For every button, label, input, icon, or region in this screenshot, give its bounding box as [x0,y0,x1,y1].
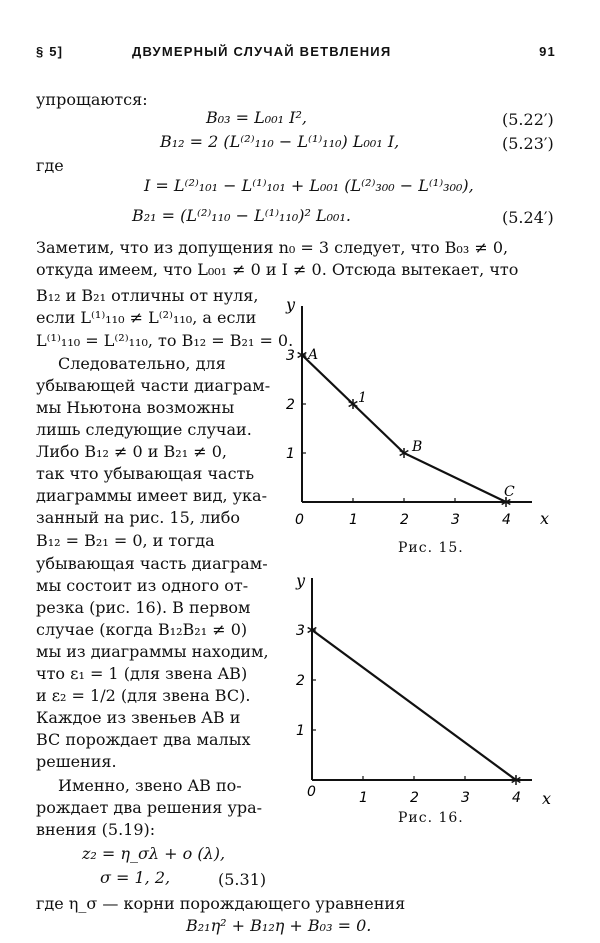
x-tick-label: 4 [512,790,521,806]
figure-16 [280,568,570,808]
origin-label: 0 [295,512,304,528]
text-line: убывающей части диаграм- [36,376,271,395]
y-tick-label: 2 [286,397,295,413]
x-tick-label: 4 [502,512,511,528]
text-line: лишь следующие случаи. [36,420,252,439]
text-line: Каждое из звеньев AB и [36,708,241,727]
equation-sigma: σ = 1, 2, [100,868,171,887]
equation-z2: z₂ = η_σλ + o (λ), [82,844,226,863]
x-axis-label: x [540,509,550,528]
page-title: ДВУМЕРНЫЙ СЛУЧАЙ ВЕТВЛЕНИЯ [132,44,392,59]
x-tick-label: 3 [461,790,470,806]
x-tick-label: 1 [349,512,358,528]
figure-15 [280,290,570,540]
text-line: убывающая часть диаграм- [36,554,268,573]
equation-number: (5.22′) [502,110,554,129]
text-line: мы состоит из одного от- [36,576,249,595]
y-tick-label: 3 [296,623,305,639]
text-line: резка (рис. 16). В первом [36,598,251,617]
vertex-label: A [308,347,319,363]
figure-15-caption: Рис. 15. [398,540,464,556]
text-line: упрощаются: [36,90,148,109]
x-tick-label: 3 [451,512,460,528]
x-tick-label: 1 [359,790,368,806]
text-line: Заметим, что из допущения n₀ = 3 следует, что B₀₃ ≠ 0, [36,238,509,257]
section-ref: § 5] [36,44,64,59]
x-axis-label: x [542,789,552,808]
equation-number: (5.24′) [502,208,554,227]
y-tick-label: 2 [296,673,305,689]
equation-5-32: B₂₁η² + B₁₂η + B₀₃ = 0. [186,916,372,935]
text-line: занный на рис. 15, либо [36,508,241,527]
y-axis-label: y [286,295,296,314]
text-line: решения. [36,752,117,771]
equation-number: (5.31) [218,870,267,889]
text-line: рождает два решения ура- [36,798,263,817]
y-tick-label: 1 [296,723,305,739]
text-line: Либо B₁₂ ≠ 0 и B₂₁ ≠ 0, [36,442,227,461]
text-line: Именно, звено AB по- [58,776,242,795]
equation-5-23: B₁₂ = 2 (L⁽²⁾₁₁₀ − L⁽¹⁾₁₁₀) L₀₀₁ I, [160,132,400,151]
newton-polygon-line [302,355,506,502]
vertex-label: B [412,439,423,455]
figure-16-caption: Рис. 16. [398,810,464,826]
newton-polygon-line [312,630,516,780]
text-line: что ε₁ = 1 (для звена AB) [36,664,248,683]
text-line: случае (когда B₁₂B₂₁ ≠ 0) [36,620,248,639]
text-line: если L⁽¹⁾₁₁₀ ≠ L⁽²⁾₁₁₀, а если [36,308,257,327]
y-tick-label: 1 [286,446,295,462]
running-header [36,44,556,64]
text-line: внения (5.19): [36,820,156,839]
equation-number: (5.23′) [502,134,554,153]
text-line: так что убывающая часть [36,464,255,483]
vertex-label: 1 [358,390,367,406]
text-line: Следовательно, для [58,354,226,373]
text-line: где [36,156,64,175]
x-tick-label: 2 [410,790,419,806]
page-number: 91 [539,44,556,59]
text-line: B₁₂ и B₂₁ отличны от нуля, [36,286,259,305]
text-line: L⁽¹⁾₁₁₀ = L⁽²⁾₁₁₀, то B₁₂ = B₂₁ = 0. [36,331,294,350]
y-axis-label: y [296,571,306,590]
vertex-label: C [504,484,515,500]
text-line: мы Ньютона возможны [36,398,235,417]
text-line: и ε₂ = 1/2 (для звена BC). [36,686,251,705]
text-line: мы из диаграммы находим, [36,642,269,661]
equation-I: I = L⁽²⁾₁₀₁ − L⁽¹⁾₁₀₁ + L₀₀₁ (L⁽²⁾₃₀₀ − L⁽¹⁾₃₀₀), [144,176,474,195]
equation-5-24: B₂₁ = (L⁽²⁾₁₁₀ − L⁽¹⁾₁₁₀)² L₀₀₁. [132,206,351,225]
origin-label: 0 [307,784,316,800]
text-line: B₁₂ = B₂₁ = 0, и тогда [36,531,215,550]
equation-5-22: B₀₃ = L₀₀₁ I², [206,108,307,127]
x-tick-label: 2 [400,512,409,528]
text-line: диаграммы имеет вид, ука- [36,486,267,505]
text-line: откуда имеем, что L₀₀₁ ≠ 0 и I ≠ 0. Отсюда вытекает, что [36,260,519,279]
text-line: где η_σ — корни порождающего уравнения [36,894,406,913]
y-tick-label: 3 [286,348,295,364]
text-line: BC порождает два малых [36,730,251,749]
